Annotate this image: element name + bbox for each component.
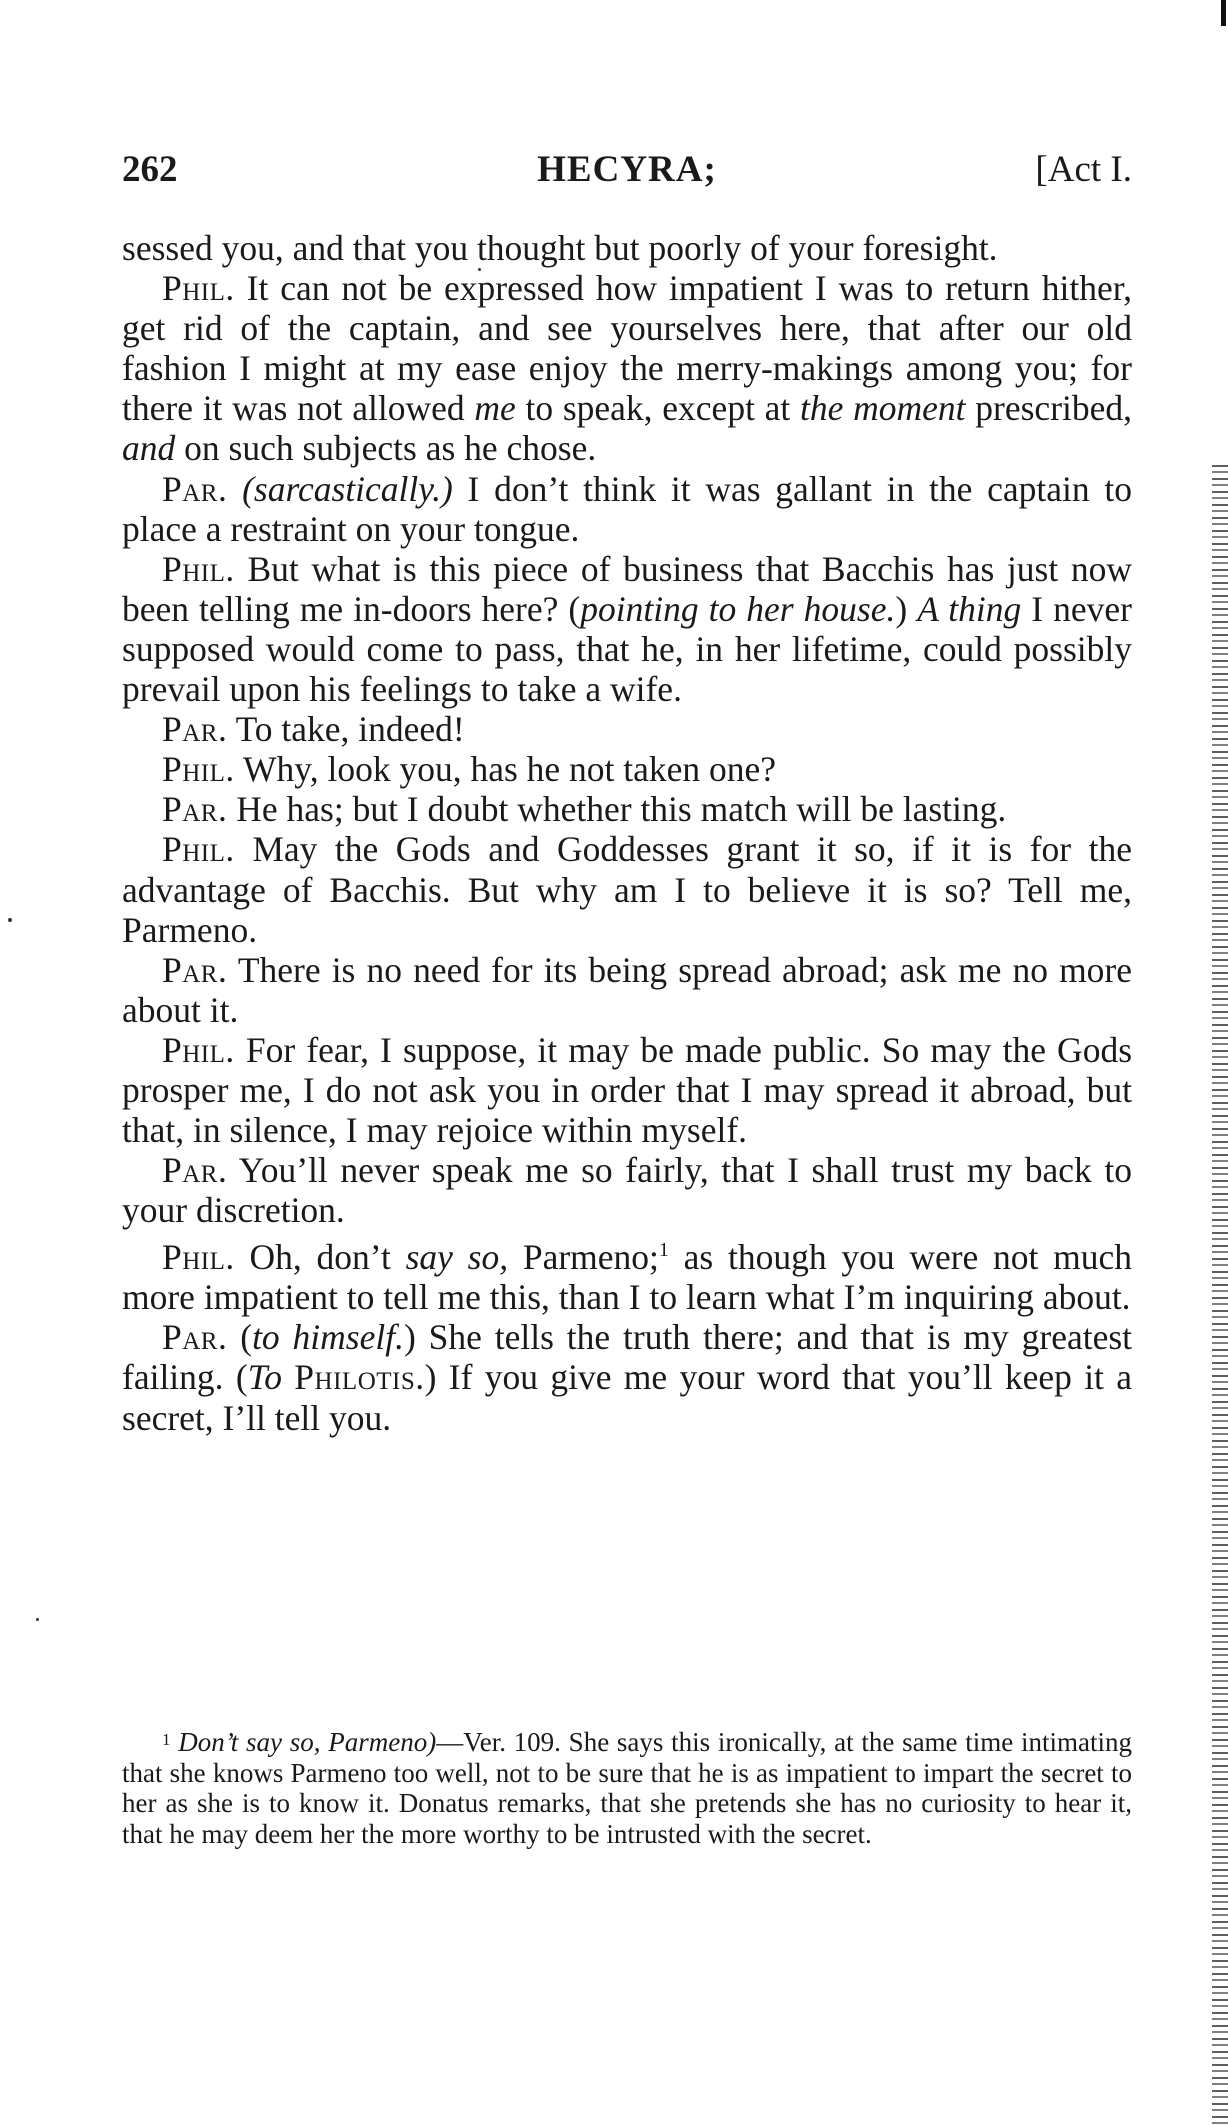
text-segment: and — [122, 428, 176, 469]
text-segment: ) — [895, 588, 918, 629]
text-segment: For fear, I suppose, it may be made public. So may the Gods prosper me, I do not ask you in order that I may spread it abroad, but that, in silence, I may rejoice within myself. — [122, 1029, 1133, 1151]
text-segment: Parmeno; — [508, 1237, 659, 1278]
text-segment: There is no need for its being spread abroad; ask me no more about it. — [122, 949, 1133, 1030]
speech-paragraph — [122, 1150, 1132, 1230]
text-segment: me — [474, 388, 516, 429]
text-segment: ( — [240, 1317, 253, 1358]
speck — [36, 1618, 39, 1621]
text-segment: I don’t think it was gallant in the captain to place a restraint on your tongue. — [122, 468, 1132, 549]
speech-paragraph — [122, 749, 1132, 789]
text-segment: prescribed, — [965, 388, 1133, 429]
speaker-label: Par. — [162, 949, 228, 990]
text-segment: It can not be expressed how impatient I was to return hither, get rid of the captain, and see yourselves here, that after our old fashion I might at my ease enjoy the merry-makings among you; for there it was not allowed — [122, 268, 1133, 429]
speaker-label: Phil. — [162, 268, 235, 309]
speech-paragraph — [122, 549, 1132, 709]
speck — [8, 918, 12, 922]
page-edge-shadow — [1212, 460, 1228, 2125]
text-segment: 1 — [658, 1239, 669, 1262]
text-segment: To — [247, 1357, 282, 1398]
speaker-label: Par. — [162, 709, 228, 750]
speech-paragraph — [122, 789, 1132, 829]
footnotes — [122, 1727, 1132, 1849]
speaker-label: Par. — [162, 1150, 228, 1191]
page-edge-mark — [1221, 0, 1226, 26]
text-segment: I never supposed would come to pass, that he, in her lifetime, could possibly prevail upon his feelings to take a wife. — [122, 588, 1132, 710]
running-title: HECYRA; — [537, 149, 717, 190]
speaker-label: Phil. — [162, 749, 235, 790]
speech-paragraph — [122, 1030, 1132, 1150]
text-segment: May the Gods and Goddesses grant it so, if it is for the advantage of Bacchis. But why am I to believe it is so? Tell me, Parmeno. — [122, 829, 1132, 950]
text-segment: ) If you give me your word that you’ll keep it a secret, I’ll tell you. — [122, 1357, 1133, 1438]
footnote-text: —Ver. 109. She says this ironically, at the same time intimating that she knows Parmeno too well, not to be sure that he is as impatient to impart the secret to her as she is to know it. Donatus remarks, that she pretends she has no curiosity to hear it, that he may deem her the more worthy to be intrusted with the secret. — [122, 1727, 1133, 1849]
speech-paragraph — [122, 829, 1132, 949]
continuation-paragraph: sessed you, and that you thought but poorly of your foresight. — [122, 228, 998, 268]
speech-paragraph — [122, 268, 1132, 468]
footnote-marker: 1 — [162, 1730, 171, 1749]
text-segment: He has; but I doubt whether this match will be lasting. — [236, 789, 1007, 830]
text-segment: (sarcastically.) — [242, 468, 453, 509]
footnote — [122, 1727, 1132, 1849]
text-segment: on such subjects as he chose. — [175, 428, 597, 469]
speaker-label: Phil. — [162, 548, 235, 589]
text-segment: to himself. — [252, 1317, 404, 1358]
text-segment: Why, look you, has he not taken one? — [243, 749, 777, 790]
speaker-label: Phil. — [162, 829, 235, 870]
main-text — [122, 228, 1132, 1438]
text-segment: You’ll never speak me so fairly, that I shall trust my back to your discretion. — [122, 1150, 1132, 1231]
speaker-label: Phil. — [162, 1237, 235, 1278]
speech-paragraph — [122, 469, 1132, 549]
text-segment: to speak, except at — [515, 388, 801, 429]
running-header — [122, 148, 1132, 196]
text-segment: the moment — [800, 388, 966, 429]
footnote-lemma: Don’t say so, Parmeno) — [178, 1727, 437, 1757]
act-label: [Act I. — [1035, 149, 1132, 190]
page-number: 262 — [122, 149, 178, 190]
text-segment: But what is this piece of business that Bacchis has just now been telling me in-doors here? ( — [122, 548, 1132, 629]
speech-paragraph — [122, 1317, 1132, 1437]
text-segment: pointing to her house. — [580, 588, 896, 629]
speaker-label: Par. — [162, 1317, 228, 1358]
speaker-label: Phil. — [162, 1029, 235, 1070]
text-segment — [282, 1357, 294, 1397]
speech-paragraph — [122, 709, 1132, 749]
speech-paragraph — [122, 1230, 1132, 1317]
text-segment: as though you were not much more impatient to tell me this, than I to learn what I’m inquiring about. — [122, 1237, 1133, 1318]
text-segment: ) She tells the truth there; and that is my greatest failing. ( — [122, 1317, 1133, 1398]
speaker-label: Par. — [162, 789, 228, 830]
speech-paragraph — [122, 950, 1132, 1030]
text-segment: A thing — [917, 588, 1022, 629]
text-segment: Oh, don’t — [249, 1237, 406, 1278]
text-segment: To take, indeed! — [235, 709, 465, 750]
text-segment: say so, — [405, 1237, 509, 1278]
text-segment: Philotis. — [294, 1357, 425, 1398]
speaker-label: Par. — [162, 468, 228, 509]
